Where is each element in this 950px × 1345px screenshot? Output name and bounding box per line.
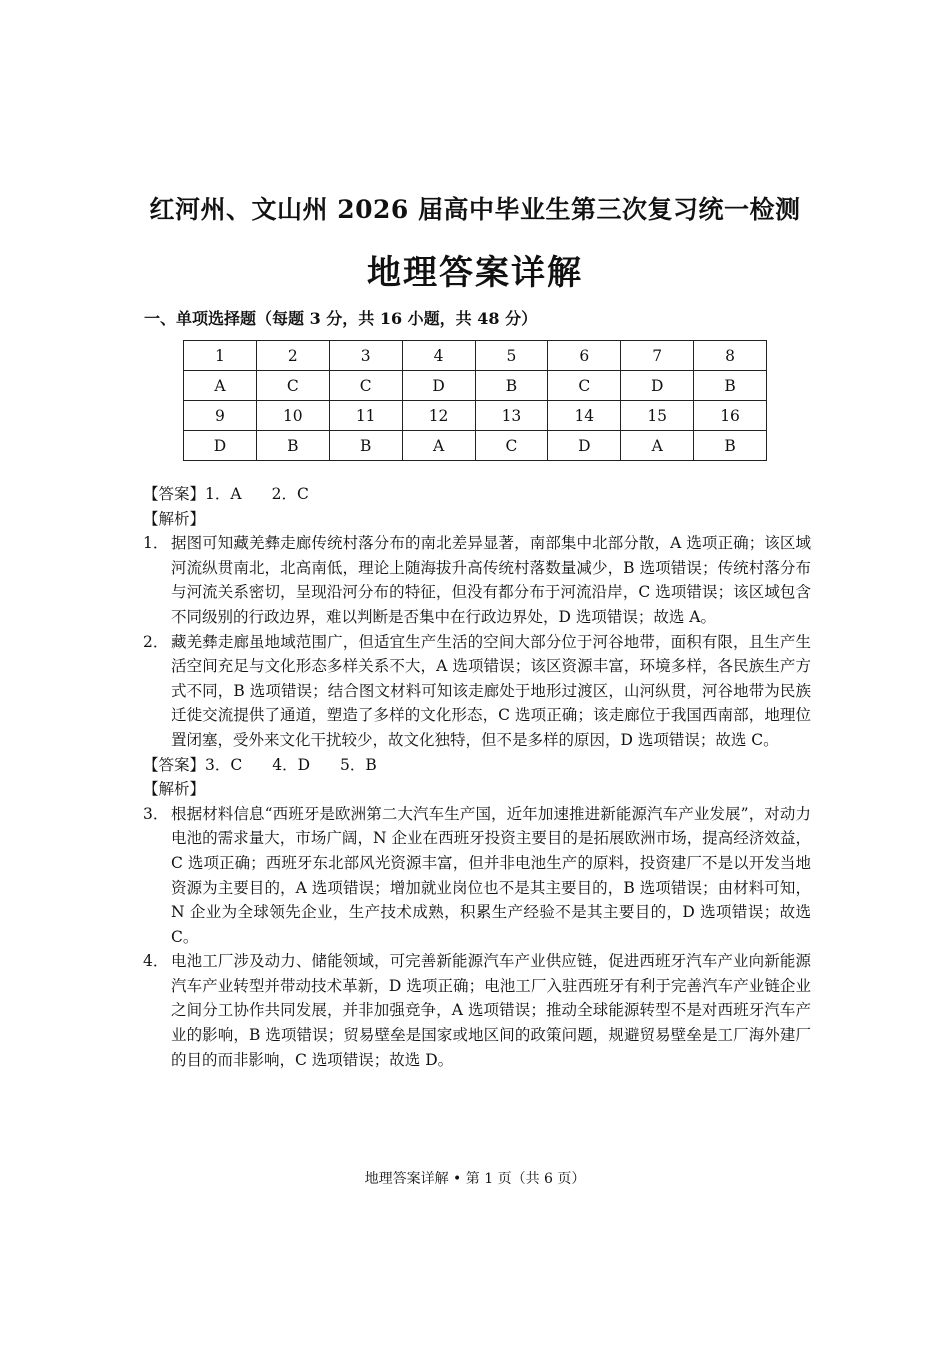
table-cell: 1 (184, 341, 257, 371)
answer-line (143, 753, 811, 778)
section-heading: 一、单项选择题（每题 3 分，共 16 小题，共 48 分） (144, 309, 538, 328)
table-row (184, 401, 767, 431)
answer-key-table (183, 340, 767, 461)
answer-value: 5．B (340, 755, 377, 774)
table-cell: A (621, 431, 694, 461)
item-text: 据图可知藏羌彝走廊传统村落分布的南北差异显著，南部集中北部分散，A 选项正确；该区域河流纵贯南北，北高南低，理论上随海拔升高传统村落数量减少，B 选项错误；传统村落分布与河流关系密切，呈现沿河分布的特征，但没有都分布于河流沿岸，C 选项错误；该区域包含不同级别的行政边界，难以判断是否集中在行政边界处，D 选项错误；故选 A。 (171, 534, 811, 626)
answer-value: 2．C (271, 485, 309, 503)
table-cell: 3 (329, 341, 402, 371)
exam-title: 红河州、文山州 2026 届高中毕业生第三次复习统一检测 (149, 195, 801, 224)
table-cell: 6 (548, 341, 621, 371)
answer-label: 【答案】 (143, 485, 206, 503)
table-cell: B (475, 371, 548, 401)
table-cell: 13 (475, 401, 548, 431)
answer-label: 【答案】 (143, 755, 206, 774)
table-row (184, 341, 767, 371)
table-cell: 2 (256, 341, 329, 371)
page-footer: 地理答案详解 • 第 1 页（共 6 页） (364, 1171, 586, 1187)
analysis-label: 【解析】 (143, 780, 206, 799)
table-row (184, 431, 767, 461)
table-cell: D (621, 371, 694, 401)
item-text: 藏羌彝走廊虽地域范围广，但适宜生产生活的空间大部分位于河谷地带，面积有限，且生产生活空间充足与文化形态多样关系不大，A 选项错误；该区资源丰富，环境多样，各民族生产方式不同，B 选项错误；结合图文材料可知该走廊处于地形过渡区，山河纵贯，河谷地带为民族迁徙交流提供了通道，塑造了多样的文化形态，C 选项正确；该走廊位于我国西南部，地理位置闭塞，受外来文化干扰较少，故文化独特，但不是多样的原因，D 选项错误；故选 C。 (171, 632, 811, 749)
item-number: 1． (143, 534, 169, 553)
table-cell: B (694, 371, 767, 401)
table-cell: B (694, 431, 767, 461)
table-cell: 15 (621, 401, 694, 431)
table-cell: B (329, 431, 402, 461)
table-cell: 12 (402, 401, 475, 431)
table-cell: 10 (256, 401, 329, 431)
answer-value: 4．D (272, 755, 311, 774)
table-cell: C (548, 371, 621, 401)
answer-value: 1．A (205, 485, 242, 503)
item-number: 3． (143, 804, 169, 823)
item-text: 电池工厂涉及动力、储能领域，可完善新能源汽车产业供应链，促进西班牙汽车产业向新能源汽车产业转型并带动技术革新，D 选项正确；电池工厂入驻西班牙有利于完善汽车产业链企业之间分工协作共同发展，并非加强竞争，A 选项错误；推动全球能源转型不是对西班牙汽车产业的影响，B 选项错误；贸易壁垒是国家或地区间的政策问题，规避贸易壁垒是工厂海外建厂的目的而非影响，C 选项错误；故选 D。 (171, 952, 811, 1069)
table-cell: 14 (548, 401, 621, 431)
item-number: 4． (143, 952, 169, 971)
table-cell: 8 (694, 341, 767, 371)
table-cell: C (256, 371, 329, 401)
analysis-item (143, 802, 811, 950)
analysis-label: 【解析】 (143, 509, 206, 528)
table-cell: 4 (402, 341, 475, 371)
table-cell: C (475, 431, 548, 461)
item-number: 2． (143, 632, 169, 651)
table-cell: C (329, 371, 402, 401)
table-cell: 7 (621, 341, 694, 371)
table-cell: 9 (184, 401, 257, 431)
table-cell: D (402, 371, 475, 401)
analysis-content (143, 482, 811, 1072)
answer-line (143, 482, 811, 507)
analysis-item (143, 531, 811, 629)
analysis-item (143, 630, 811, 753)
table-row (184, 371, 767, 401)
answer-value: 3．C (205, 755, 243, 774)
table-cell: A (402, 431, 475, 461)
analysis-item (143, 949, 811, 1072)
item-text: 根据材料信息“西班牙是欧洲第二大汽车生产国，近年加速推进新能源汽车产业发展”，对动力电池的需求量大，市场广阔，N 企业在西班牙投资主要目的是拓展欧洲市场，提高经济效益，C 选项正确；西班牙东北部风光资源丰富，但并非电池生产的原料，投资建厂不是以开发当地资源为主要目的，A 选项错误；增加就业岗位也不是其主要目的，B 选项错误；由材料可知，N 企业为全球领先企业，生产技术成熟，积累生产经验不是其主要目的，D 选项错误；故选 C。 (171, 804, 811, 946)
table-cell: 5 (475, 341, 548, 371)
document-title: 地理答案详解 (367, 253, 583, 293)
table-cell: 11 (329, 401, 402, 431)
table-cell: D (548, 431, 621, 461)
table-cell: D (184, 431, 257, 461)
table-cell: A (184, 371, 257, 401)
table-cell: B (256, 431, 329, 461)
table-cell: 16 (694, 401, 767, 431)
